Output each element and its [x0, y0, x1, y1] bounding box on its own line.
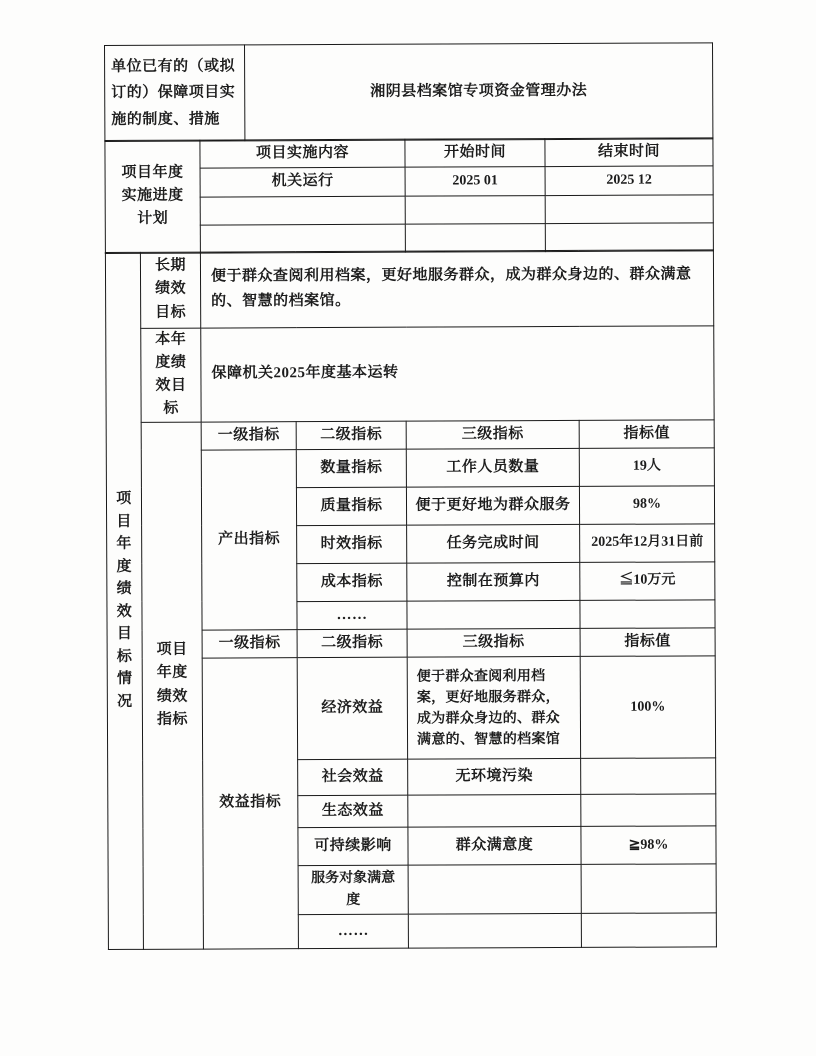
level2-cell: 质量指标 — [296, 487, 406, 525]
value-cell: 2025年12月31日前 — [580, 524, 715, 563]
form-sheet — [104, 42, 718, 949]
level3-cell: 控制在预算内 — [407, 562, 580, 601]
value-cell — [581, 864, 716, 913]
level3-cell: 便于群众查阅利用档案，更好地服务群众，成为群众身边的、群众满意的、智慧的档案馆 — [407, 657, 580, 760]
level3-cell: 任务完成时间 — [407, 524, 580, 563]
schedule-content-cell — [200, 224, 405, 253]
value-cell — [581, 912, 716, 947]
annual-goal-value: 保障机关2025年度基本运转 — [201, 325, 714, 421]
schedule-section-label: 项目年度实施进度计划 — [105, 140, 200, 253]
indicator-header-value: 指标值 — [579, 419, 714, 448]
indicator-header-level3: 三级指标 — [407, 628, 580, 657]
institution-measures-label: 单位已有的（或拟订的）保障项目实施的制度、措施 — [105, 45, 245, 142]
level2-cell: 时效指标 — [297, 525, 407, 563]
level2-cell: …… — [297, 601, 407, 630]
value-cell: ≦10万元 — [580, 562, 715, 601]
schedule-end-cell — [545, 222, 713, 251]
level3-cell — [408, 913, 581, 948]
schedule-header-end: 结束时间 — [545, 138, 713, 167]
level2-cell: 服务对象满意度 — [298, 865, 408, 914]
level3-cell — [408, 795, 581, 828]
level2-cell: 成本指标 — [297, 563, 407, 601]
benefit-indicator-label: 效益指标 — [202, 658, 298, 949]
indicator-header-value: 指标值 — [580, 628, 715, 657]
institution-measures-table — [104, 42, 713, 142]
schedule-start-cell — [405, 195, 545, 224]
level3-cell: 工作人员数量 — [406, 448, 579, 487]
value-cell: ≧98% — [581, 826, 716, 865]
level2-cell: 经济效益 — [297, 657, 407, 759]
indicator-header-level3: 三级指标 — [406, 420, 579, 449]
level3-cell: 无环境污染 — [408, 759, 581, 796]
value-cell — [581, 758, 716, 795]
schedule-header-start: 开始时间 — [405, 139, 545, 168]
level2-cell: 生态效益 — [298, 795, 408, 827]
value-cell — [580, 600, 715, 629]
output-indicator-label: 产出指标 — [201, 449, 297, 630]
indicator-header-level2: 二级指标 — [297, 629, 407, 658]
schedule-start-cell — [405, 223, 545, 252]
indicator-header-level2: 二级指标 — [296, 421, 406, 450]
indicator-section-label: 项目年度绩效指标 — [141, 422, 203, 949]
value-cell: 100% — [580, 656, 715, 759]
level2-cell: …… — [298, 914, 408, 948]
level3-cell — [408, 865, 581, 914]
level3-cell — [407, 600, 580, 629]
schedule-end-cell — [545, 194, 713, 223]
schedule-content-cell: 机关运行 — [200, 167, 405, 196]
indicator-header-level1: 一级指标 — [202, 630, 297, 659]
schedule-end-cell: 2025 12 — [545, 166, 713, 195]
long-term-goal-value: 便于群众查阅利用档案，更好地服务群众，成为群众身边的、群众满意的、智慧的档案馆。 — [200, 249, 713, 327]
indicator-header-level1: 一级指标 — [201, 421, 296, 450]
value-cell: 19人 — [579, 448, 714, 487]
level2-cell: 可持续影响 — [298, 827, 408, 865]
schedule-start-cell: 2025 01 — [405, 167, 545, 196]
level3-cell: 便于更好地为群众服务 — [406, 486, 579, 525]
schedule-plan-table — [104, 137, 713, 253]
schedule-content-cell — [200, 196, 405, 225]
performance-section-label: 项目年度绩效目标情况 — [105, 252, 143, 949]
performance-table — [105, 249, 717, 950]
annual-goal-label: 本年度绩效目标 — [141, 328, 201, 422]
institution-measures-value: 湘阴县档案馆专项资金管理办法 — [245, 43, 713, 141]
long-term-goal-label: 长期绩效目标 — [140, 252, 200, 328]
schedule-header-content: 项目实施内容 — [200, 139, 405, 168]
value-cell — [581, 794, 716, 827]
level2-cell: 数量指标 — [296, 449, 406, 487]
level3-cell: 群众满意度 — [408, 827, 581, 866]
level2-cell: 社会效益 — [298, 759, 408, 795]
value-cell: 98% — [579, 486, 714, 525]
